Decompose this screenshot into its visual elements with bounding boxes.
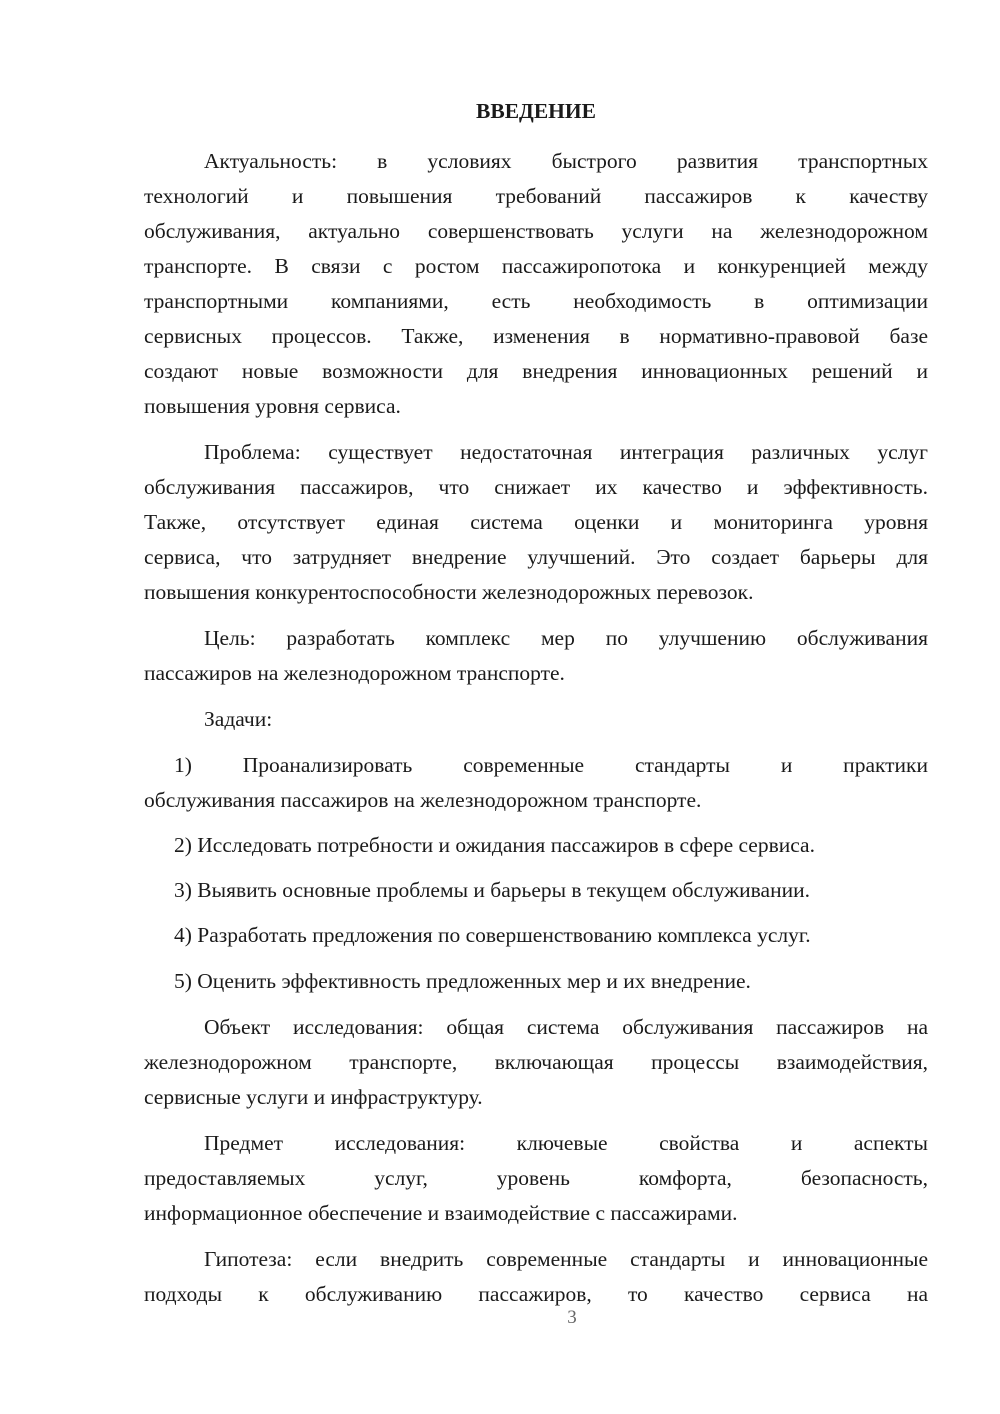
- object-line: сервисные услуги и инфраструктуру.: [144, 1085, 483, 1109]
- task-item: 3) Выявить основные проблемы и барьеры в текущем обслуживании.: [174, 878, 810, 902]
- problem-line: обслуживания пассажиров, что снижает их качество и эффективность.: [144, 475, 928, 499]
- subject-line: предоставляемых услуг, уровень комфорта, безопасность,: [144, 1166, 928, 1190]
- relevance-line: транспорте. В связи с ростом пассажиропотока и конкуренцией между: [144, 254, 928, 278]
- tasks-heading: Задачи:: [204, 707, 273, 731]
- relevance-line: обслуживания, актуально совершенствовать услуги на железнодорожном: [144, 219, 928, 243]
- goal-line: Цель: разработать комплекс мер по улучшению обслуживания: [204, 626, 928, 650]
- object-line: Объект исследования: общая система обслуживания пассажиров на: [204, 1015, 928, 1039]
- page-title: ВВЕДЕНИЕ: [476, 99, 596, 123]
- relevance-line: транспортными компаниями, есть необходимость в оптимизации: [144, 289, 928, 313]
- task-item: 5) Оценить эффективность предложенных мер и их внедрение.: [174, 969, 751, 993]
- relevance-line: создают новые возможности для внедрения инновационных решений и: [144, 359, 928, 383]
- relevance-line: повышения уровня сервиса.: [144, 394, 401, 418]
- relevance-line: Актуальность: в условиях быстрого развития транспортных: [204, 149, 928, 173]
- goal-line: пассажиров на железнодорожном транспорте.: [144, 661, 565, 685]
- task-item: 2) Исследовать потребности и ожидания пассажиров в сфере сервиса.: [174, 833, 815, 857]
- page-number: 3: [567, 1307, 577, 1328]
- problem-line: сервиса, что затрудняет внедрение улучшений. Это создает барьеры для: [144, 545, 928, 569]
- problem-line: Проблема: существует недостаточная интеграция различных услуг: [204, 440, 928, 464]
- task-item: 1) Проанализировать современные стандарты и практики: [174, 753, 928, 777]
- relevance-line: технологий и повышения требований пассажиров к качеству: [144, 184, 928, 208]
- hypothesis-line: Гипотеза: если внедрить современные стандарты и инновационные: [204, 1247, 928, 1271]
- object-line: железнодорожном транспорте, включающая процессы взаимодействия,: [144, 1050, 928, 1074]
- hypothesis-line: подходы к обслуживанию пассажиров, то качество сервиса на: [144, 1282, 928, 1306]
- subject-line: информационное обеспечение и взаимодействие с пассажирами.: [144, 1201, 738, 1225]
- task-item-continuation: обслуживания пассажиров на железнодорожном транспорте.: [144, 788, 702, 812]
- relevance-line: сервисных процессов. Также, изменения в нормативно-правовой базе: [144, 324, 928, 348]
- problem-line: повышения конкурентоспособности железнодорожных перевозок.: [144, 580, 754, 604]
- subject-line: Предмет исследования: ключевые свойства и аспекты: [204, 1131, 928, 1155]
- task-item: 4) Разработать предложения по совершенствованию комплекса услуг.: [174, 923, 811, 947]
- problem-line: Также, отсутствует единая система оценки и мониторинга уровня: [144, 510, 928, 534]
